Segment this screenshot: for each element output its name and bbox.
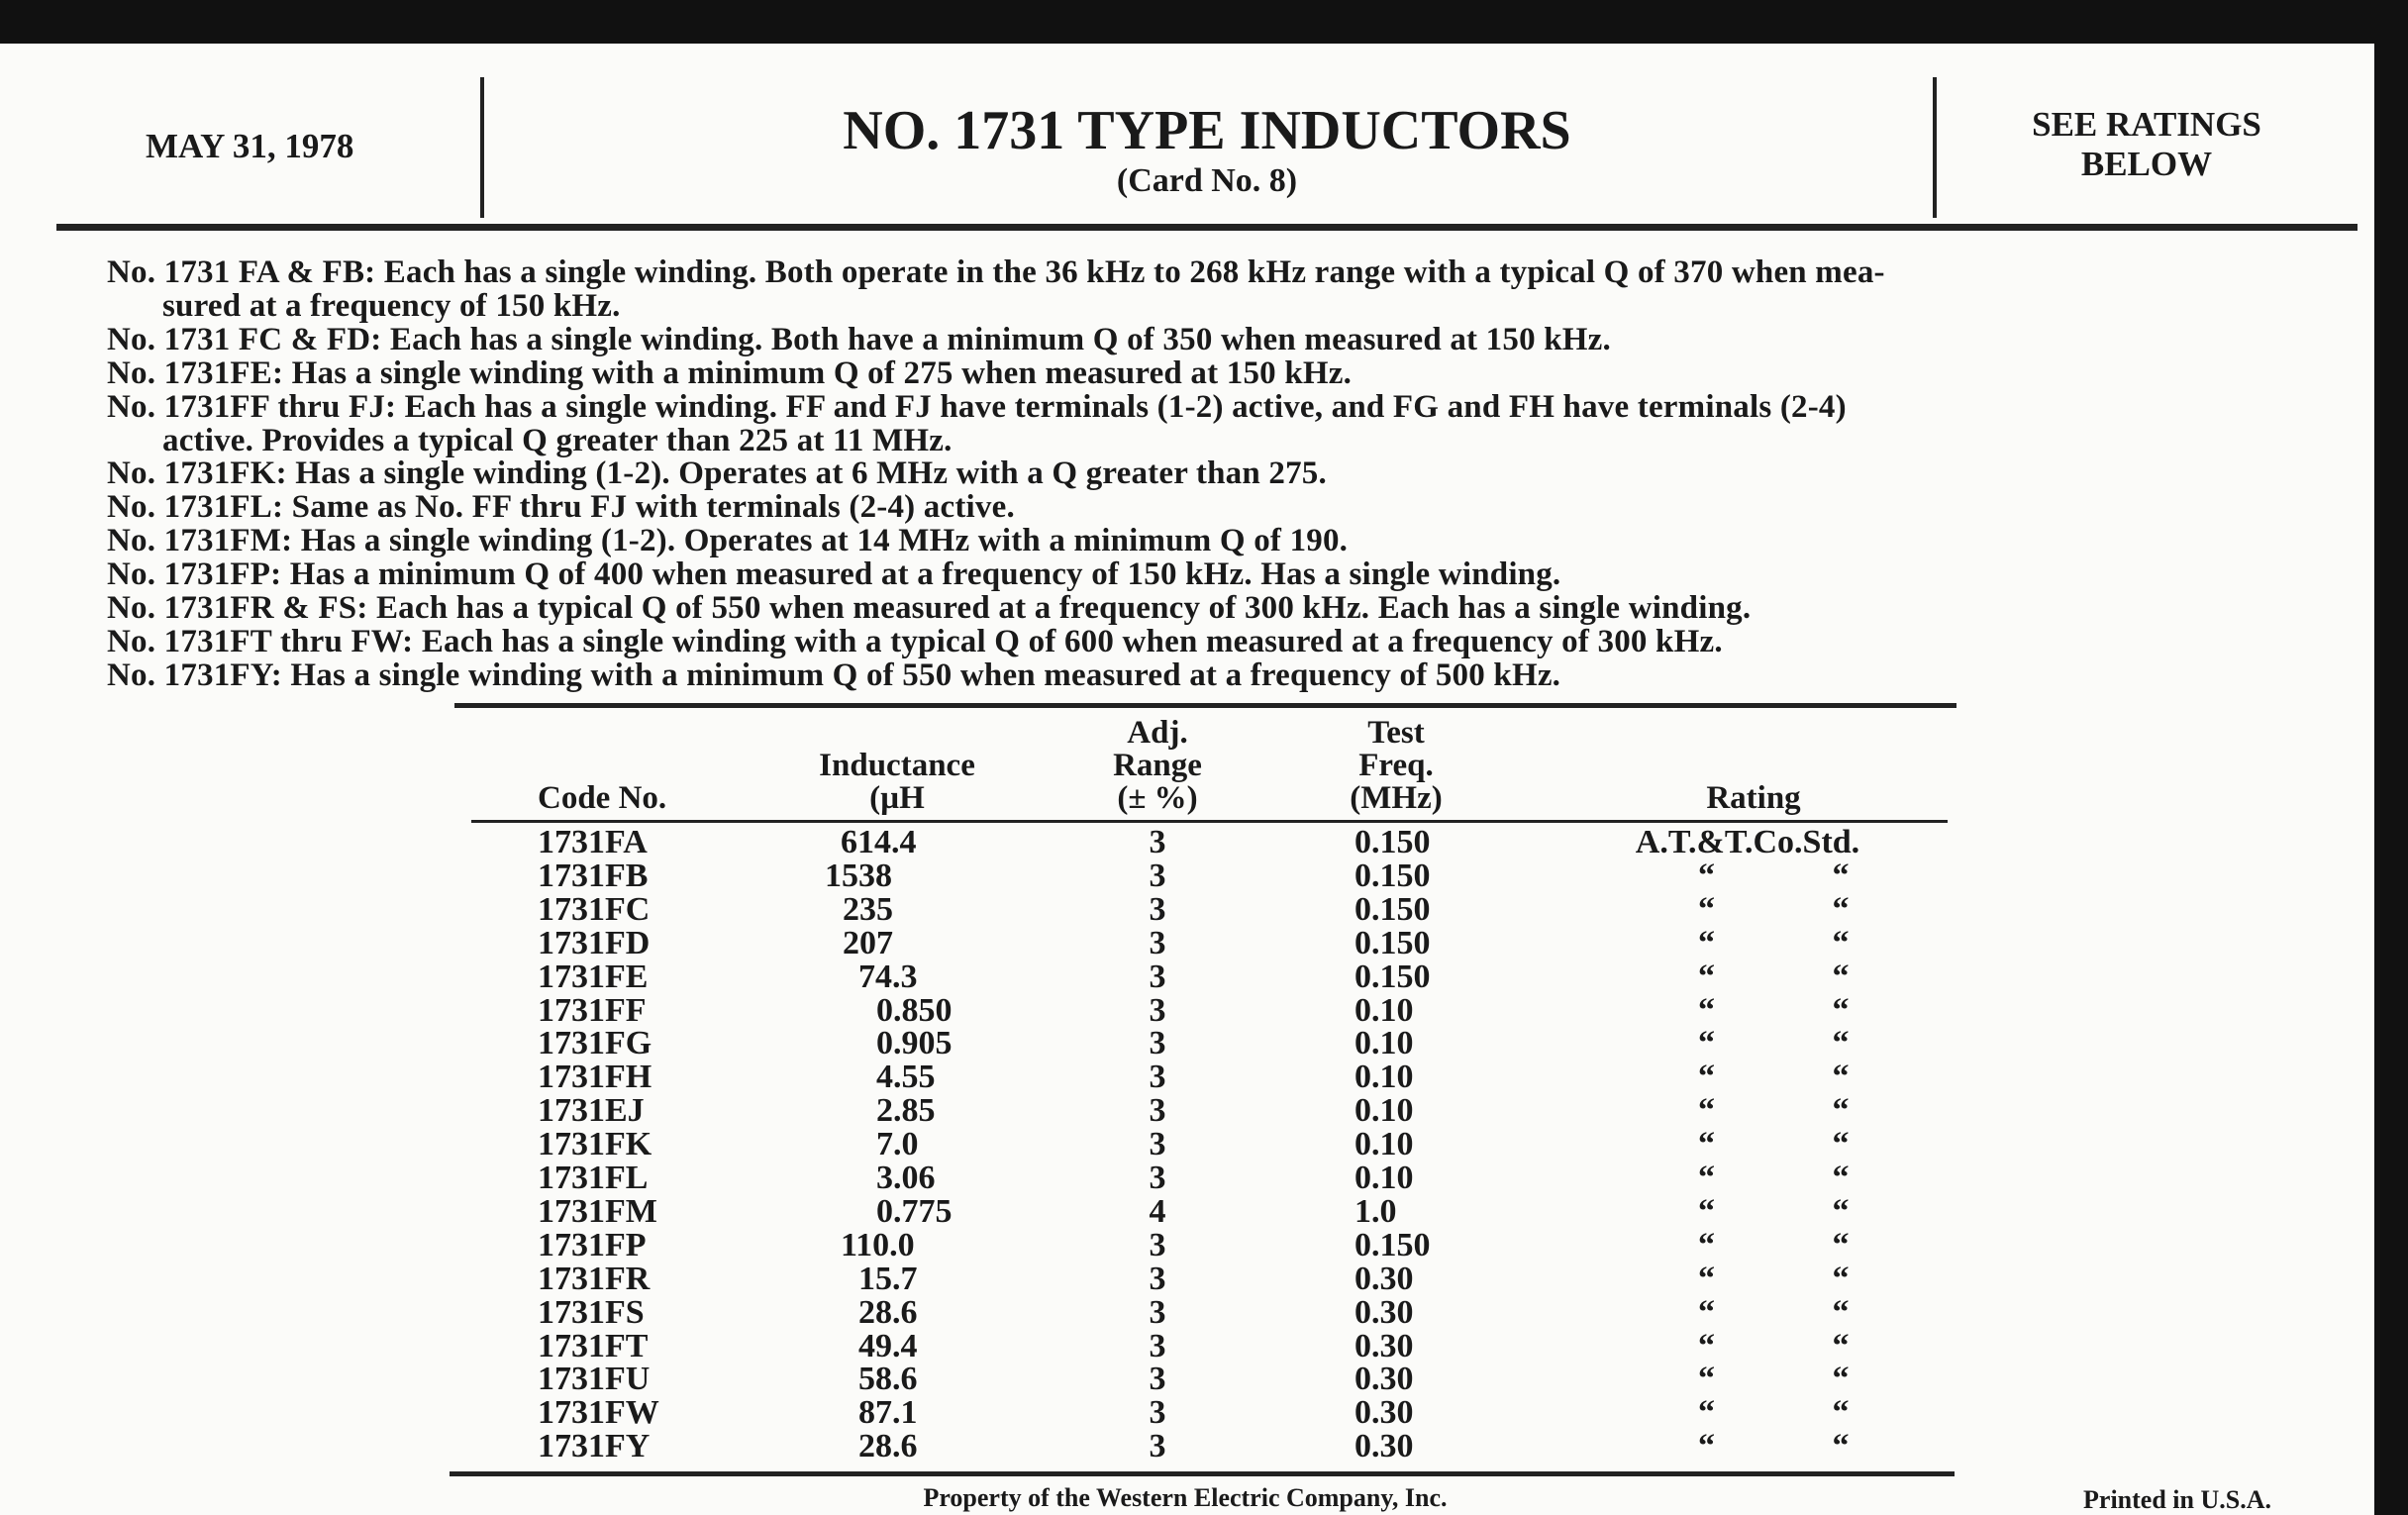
test-freq-cell: 0.10	[1354, 1092, 1414, 1130]
inductance-cell: 28.6	[858, 1293, 918, 1331]
description-text: No. 1731 FC & FD: Each has a single winding. Both have a minimum Q of 350 when measured at 150 kHz.	[107, 321, 1611, 357]
test-freq-cell: 0.10	[1354, 1059, 1414, 1096]
code-cell: 1731FH	[538, 1059, 652, 1096]
inductance-cell: 207	[843, 924, 893, 961]
rating-ditto-cell: “ “	[1698, 1126, 1850, 1163]
adj-range-cell: 3	[1149, 857, 1166, 894]
description-line	[107, 390, 1847, 424]
adj-range-cell: 3	[1149, 1059, 1166, 1096]
description-text: No. 1731FL: Same as No. FF thru FJ with terminals (2-4) active.	[107, 489, 1015, 526]
test-freq-cell: 0.150	[1354, 924, 1431, 961]
description-line	[107, 524, 1348, 557]
adj-range-cell: 3	[1149, 1327, 1166, 1364]
inductance-cell: 0.850	[876, 991, 953, 1029]
code-cell: 1731FP	[538, 1226, 647, 1263]
adj-range-cell: 3	[1149, 1428, 1166, 1465]
description-line	[107, 490, 1015, 524]
description-text: No. 1731 FA & FB: Each has a single winding. Both operate in the 36 kHz to 268 kHz range with a typical Q of 370 when mea-	[107, 254, 1885, 290]
column-header-inductance: (µH	[869, 780, 925, 816]
code-cell: 1731FE	[538, 958, 649, 995]
description-text: No. 1731FP: Has a minimum Q of 400 when measured at a frequency of 150 kHz. Has a single winding.	[107, 556, 1561, 593]
rating-ditto-cell: “ “	[1698, 1428, 1850, 1465]
test-freq-cell: 0.10	[1354, 1025, 1414, 1062]
column-header-adj: Range	[1113, 748, 1202, 783]
description-text: No. 1731FK: Has a single winding (1-2). Operates at 6 MHz with a Q greater than 275.	[107, 455, 1327, 492]
inductance-cell: 7.0	[876, 1126, 919, 1163]
description-text: No. 1731FM: Has a single winding (1-2). Operates at 14 MHz with a minimum Q of 190.	[107, 523, 1349, 559]
rating-ditto-cell: “ “	[1698, 1160, 1850, 1196]
code-cell: 1731FM	[538, 1192, 657, 1230]
adj-range-cell: 3	[1149, 1126, 1166, 1163]
table-bottom-rule	[450, 1471, 1955, 1476]
code-cell: 1731FB	[538, 857, 649, 894]
inductance-cell: 49.4	[858, 1327, 918, 1364]
description-text: active. Provides a typical Q greater than 225 at 11 MHz.	[162, 422, 953, 458]
column-header-freq: Freq.	[1358, 748, 1434, 783]
rating-ditto-cell: “ “	[1698, 1059, 1850, 1096]
column-header-freq: (MHz)	[1350, 780, 1443, 816]
rating-ditto-cell: “ “	[1698, 1092, 1850, 1130]
test-freq-cell: 0.150	[1354, 824, 1431, 860]
rating-ditto-cell: “ “	[1698, 1394, 1850, 1432]
inductance-cell: 0.905	[876, 1025, 953, 1062]
description-line	[107, 255, 1885, 289]
inductance-cell: 3.06	[876, 1160, 936, 1196]
inductance-cell: 74.3	[858, 958, 918, 995]
code-cell: 1731FY	[538, 1428, 651, 1465]
code-cell: 1731FA	[538, 824, 648, 860]
column-header-code: Code No.	[538, 780, 667, 816]
code-cell: 1731EJ	[538, 1092, 645, 1130]
code-cell: 1731FW	[538, 1394, 659, 1432]
adj-range-cell: 3	[1149, 1293, 1166, 1331]
rating-ditto-cell: “ “	[1698, 890, 1850, 928]
test-freq-cell: 0.30	[1354, 1428, 1414, 1465]
code-cell: 1731FL	[538, 1160, 649, 1196]
footer-property: Property of the Western Electric Company, Inc.	[923, 1483, 1448, 1512]
table-header-rule	[471, 820, 1948, 823]
adj-range-cell: 3	[1149, 1394, 1166, 1432]
column-header-inductance: Inductance	[819, 748, 975, 783]
code-cell: 1731FF	[538, 991, 647, 1029]
inductance-cell: 2.85	[876, 1092, 936, 1130]
code-cell: 1731FD	[538, 924, 651, 961]
inductance-cell: 58.6	[858, 1361, 918, 1398]
test-freq-cell: 0.150	[1354, 890, 1431, 928]
description-line	[107, 456, 1327, 490]
footer-printed: Printed in U.S.A.	[2083, 1485, 2271, 1514]
description-line	[107, 323, 1611, 356]
rating-ditto-cell: “ “	[1698, 1192, 1850, 1230]
code-cell: 1731FT	[538, 1327, 649, 1364]
inductance-cell: 235	[843, 890, 893, 928]
description-line	[107, 658, 1560, 692]
description-text: sured at a frequency of 150 kHz.	[162, 287, 621, 324]
description-line	[107, 557, 1560, 591]
rating-cell: A.T.&T.Co.Std.	[1635, 824, 1860, 860]
adj-range-cell: 3	[1149, 824, 1166, 860]
inductance-cell: 28.6	[858, 1428, 918, 1465]
rating-ditto-cell: “ “	[1698, 1361, 1850, 1398]
description-text: No. 1731FY: Has a single winding with a minimum Q of 550 when measured at a frequency of 500 kHz.	[107, 656, 1561, 693]
rating-ditto-cell: “ “	[1698, 1260, 1850, 1297]
rating-ditto-cell: “ “	[1698, 857, 1850, 894]
ratings-note-line1: SEE RATINGS	[2032, 105, 2261, 144]
description-text: No. 1731FR & FS: Each has a typical Q of 550 when measured at a frequency of 300 kHz. Each has a single winding.	[107, 590, 1752, 626]
ratings-note-line2: BELOW	[2080, 145, 2213, 183]
column-header-adj: (± %)	[1117, 780, 1198, 816]
inductance-cell: 87.1	[858, 1394, 918, 1432]
code-cell: 1731FU	[538, 1361, 651, 1398]
test-freq-cell: 0.30	[1354, 1394, 1414, 1432]
test-freq-cell: 0.150	[1354, 1226, 1431, 1263]
column-header-freq: Test	[1367, 715, 1425, 751]
description-text: No. 1731FE: Has a single winding with a minimum Q of 275 when measured at 150 kHz.	[107, 354, 1353, 391]
inductance-cell: 614.4	[841, 824, 917, 860]
code-cell: 1731FS	[538, 1293, 645, 1331]
description-text: No. 1731FT thru FW: Each has a single winding with a typical Q of 600 when measured at a frequency of 300 kHz.	[107, 623, 1723, 659]
inductance-cell: 110.0	[841, 1226, 915, 1263]
code-cell: 1731FK	[538, 1126, 652, 1163]
test-freq-cell: 0.150	[1354, 857, 1431, 894]
card-number: (Card No. 8)	[1116, 162, 1298, 199]
description-line	[107, 625, 1723, 658]
inductance-cell: 1538	[825, 857, 892, 894]
adj-range-cell: 3	[1149, 1092, 1166, 1130]
adj-range-cell: 3	[1149, 991, 1166, 1029]
description-line	[107, 356, 1352, 390]
description-line	[107, 591, 1751, 625]
adj-range-cell: 3	[1149, 1361, 1166, 1398]
inductance-cell: 15.7	[858, 1260, 918, 1297]
test-freq-cell: 0.10	[1354, 1126, 1414, 1163]
header-divider-right	[1933, 77, 1937, 218]
card-date: MAY 31, 1978	[146, 127, 354, 165]
table-top-rule	[454, 703, 1956, 708]
inductance-cell: 0.775	[876, 1192, 953, 1230]
column-header-adj: Adj.	[1127, 715, 1188, 751]
rating-ditto-cell: “ “	[1698, 1025, 1850, 1062]
test-freq-cell: 0.10	[1354, 991, 1414, 1029]
page-title: NO. 1731 TYPE INDUCTORS	[843, 100, 1571, 161]
description-text: No. 1731FF thru FJ: Each has a single winding. FF and FJ have terminals (1-2) active, and FG and FH have terminals (2-4)	[107, 388, 1847, 425]
code-cell: 1731FC	[538, 890, 651, 928]
adj-range-cell: 3	[1149, 924, 1166, 961]
test-freq-cell: 0.30	[1354, 1260, 1414, 1297]
rating-ditto-cell: “ “	[1698, 958, 1850, 995]
inductance-cell: 4.55	[876, 1059, 936, 1096]
test-freq-cell: 0.150	[1354, 958, 1431, 995]
code-cell: 1731FG	[538, 1025, 652, 1062]
rating-ditto-cell: “ “	[1698, 1226, 1850, 1263]
test-freq-cell: 0.30	[1354, 1361, 1414, 1398]
rating-ditto-cell: “ “	[1698, 991, 1850, 1029]
rating-ditto-cell: “ “	[1698, 1293, 1850, 1331]
adj-range-cell: 3	[1149, 1260, 1166, 1297]
adj-range-cell: 3	[1149, 1025, 1166, 1062]
test-freq-cell: 0.10	[1354, 1160, 1414, 1196]
adj-range-cell: 3	[1149, 958, 1166, 995]
adj-range-cell: 3	[1149, 1226, 1166, 1263]
test-freq-cell: 1.0	[1354, 1192, 1397, 1230]
test-freq-cell: 0.30	[1354, 1327, 1414, 1364]
adj-range-cell: 3	[1149, 890, 1166, 928]
code-cell: 1731FR	[538, 1260, 651, 1297]
header-divider-left	[480, 77, 484, 218]
column-header-rating: Rating	[1706, 780, 1801, 816]
description-line	[107, 424, 953, 457]
rating-ditto-cell: “ “	[1698, 1327, 1850, 1364]
test-freq-cell: 0.30	[1354, 1293, 1414, 1331]
adj-range-cell: 3	[1149, 1160, 1166, 1196]
description-line	[107, 289, 621, 323]
rating-ditto-cell: “ “	[1698, 924, 1850, 961]
adj-range-cell: 4	[1149, 1192, 1166, 1230]
header-rule	[56, 224, 2358, 231]
